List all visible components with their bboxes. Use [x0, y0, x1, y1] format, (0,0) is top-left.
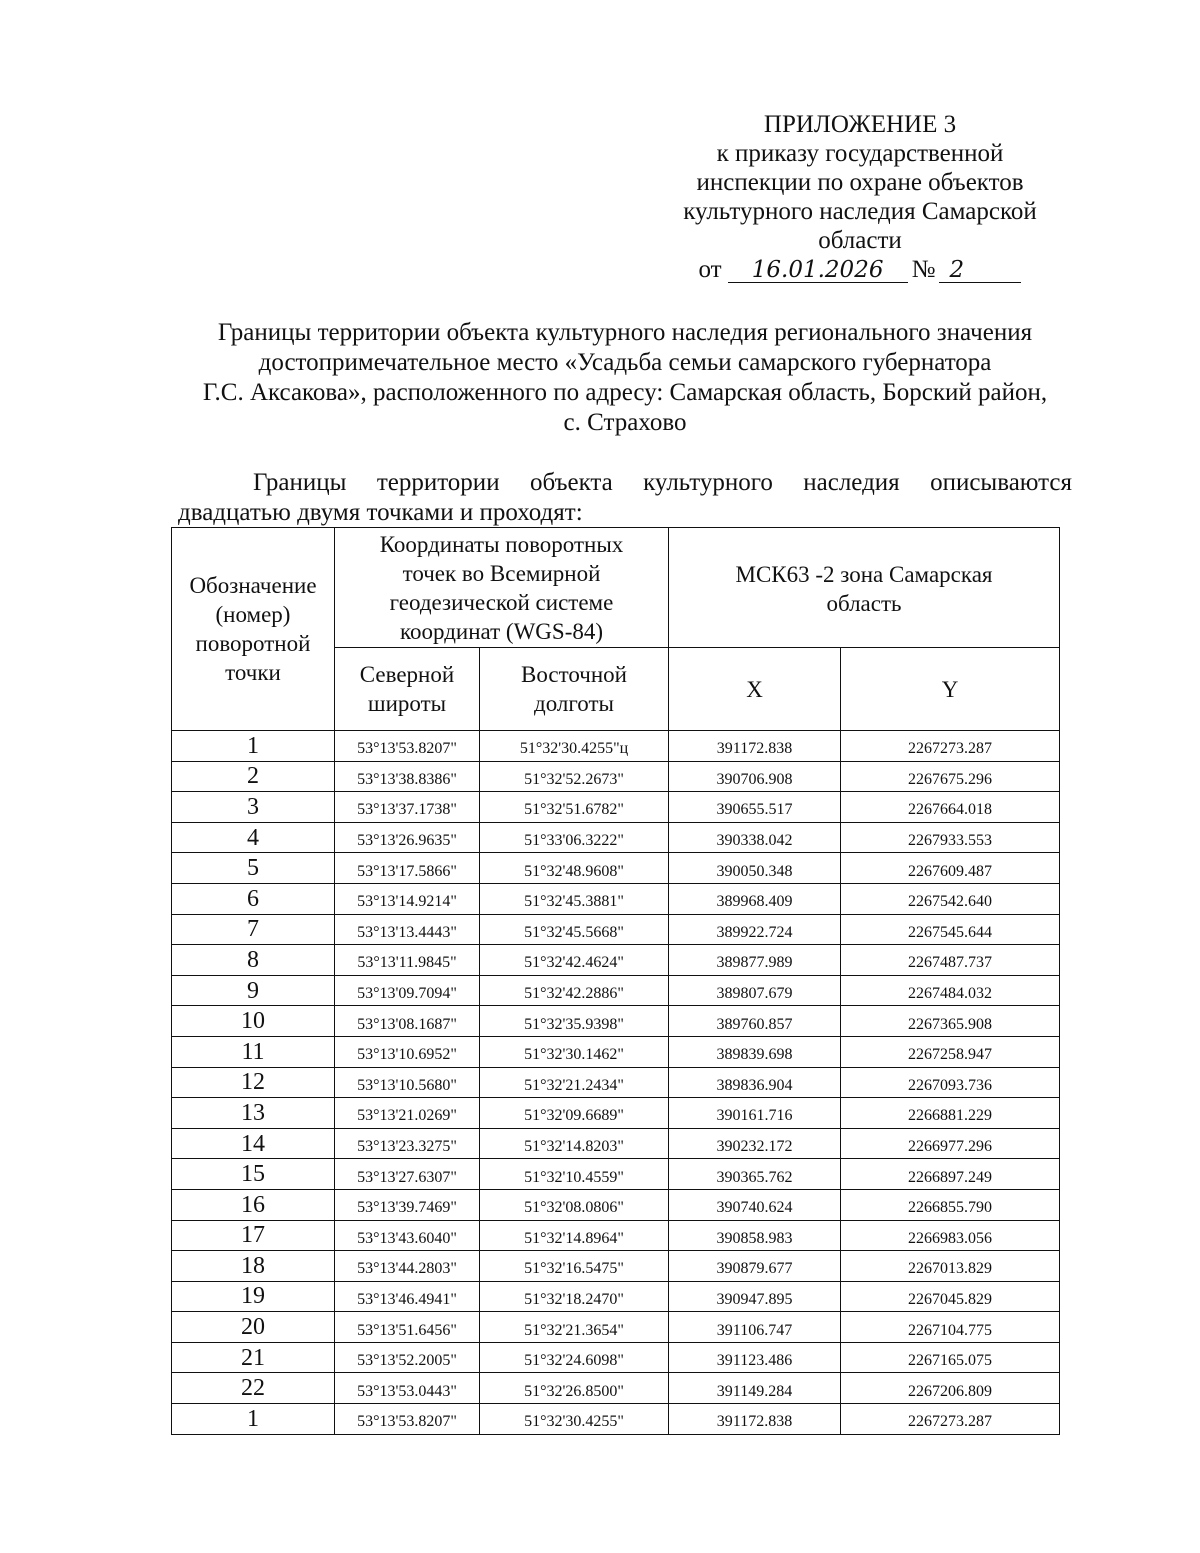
cell-north: 53°13'52.2005" — [335, 1342, 480, 1373]
annex-title: ПРИЛОЖЕНИЕ 3 — [763, 111, 957, 138]
cell-point: 13 — [172, 1098, 335, 1129]
header-point: Обозначение (номер) поворотной точки — [172, 528, 335, 731]
cell-north: 53°13'10.6952" — [335, 1036, 480, 1067]
title-line: Границы территории объекта культурного наследия регионального значения — [217, 319, 1033, 346]
date-number-line — [640, 255, 1080, 284]
intro-word: наследия — [803, 469, 900, 496]
cell-north: 53°13'26.9635" — [335, 822, 480, 853]
cell-y: 2266855.790 — [841, 1189, 1060, 1220]
table-row — [172, 1067, 1060, 1098]
cell-point: 2 — [172, 761, 335, 792]
cell-east: 51°32'18.2470" — [480, 1281, 669, 1312]
cell-north: 53°13'11.9845" — [335, 945, 480, 976]
cell-point: 3 — [172, 792, 335, 823]
intro-paragraph — [178, 468, 1072, 528]
cell-point: 10 — [172, 1006, 335, 1037]
cell-y: 2267487.737 — [841, 945, 1060, 976]
cell-x: 389877.989 — [669, 945, 841, 976]
cell-north: 53°13'38.8386" — [335, 761, 480, 792]
title-line: с. Страхово — [563, 409, 687, 436]
cell-north: 53°13'39.7469" — [335, 1189, 480, 1220]
cell-x: 390161.716 — [669, 1098, 841, 1129]
cell-east: 51°32'45.3881" — [480, 883, 669, 914]
cell-y: 2267258.947 — [841, 1036, 1060, 1067]
table-body — [172, 731, 1060, 1435]
cell-north: 53°13'14.9214" — [335, 883, 480, 914]
cell-y: 2267365.908 — [841, 1006, 1060, 1037]
header-msk: МСК63 -2 зона Самарская область — [669, 528, 1060, 648]
cell-point: 1 — [172, 1404, 335, 1435]
intro-word: территории — [376, 469, 500, 496]
cell-x: 390655.517 — [669, 792, 841, 823]
number-sign: № — [911, 256, 936, 283]
cell-east: 51°32'26.8500" — [480, 1373, 669, 1404]
table-row — [172, 1159, 1060, 1190]
header-east: Восточной долготы — [480, 648, 669, 731]
cell-north: 53°13'53.8207" — [335, 1404, 480, 1435]
cell-east: 51°32'45.5668" — [480, 914, 669, 945]
cell-x: 389839.698 — [669, 1036, 841, 1067]
title-line: Г.С. Аксакова», расположенного по адресу: Самарская область, Борский район, — [202, 379, 1048, 406]
cell-east: 51°32'08.0806" — [480, 1189, 669, 1220]
table-row — [172, 1220, 1060, 1251]
cell-x: 389922.724 — [669, 914, 841, 945]
cell-east: 51°32'21.3654" — [480, 1312, 669, 1343]
cell-y: 2266983.056 — [841, 1220, 1060, 1251]
table-row — [172, 914, 1060, 945]
cell-y: 2267013.829 — [841, 1251, 1060, 1282]
cell-y: 2266977.296 — [841, 1128, 1060, 1159]
cell-x: 390050.348 — [669, 853, 841, 884]
cell-north: 53°13'27.6307" — [335, 1159, 480, 1190]
table-row — [172, 1036, 1060, 1067]
cell-x: 391172.838 — [669, 731, 841, 762]
cell-point: 8 — [172, 945, 335, 976]
table-row — [172, 1281, 1060, 1312]
table-row — [172, 731, 1060, 762]
cell-y: 2267165.075 — [841, 1342, 1060, 1373]
cell-point: 19 — [172, 1281, 335, 1312]
cell-north: 53°13'53.8207" — [335, 731, 480, 762]
cell-point: 16 — [172, 1189, 335, 1220]
cell-x: 391172.838 — [669, 1404, 841, 1435]
cell-point: 4 — [172, 822, 335, 853]
cell-x: 389807.679 — [669, 975, 841, 1006]
cell-x: 390232.172 — [669, 1128, 841, 1159]
cell-x: 391106.747 — [669, 1312, 841, 1343]
header-wgs: Координаты поворотных точек во Всемирной геодезической системе координат (WGS-84) — [335, 528, 669, 648]
cell-point: 6 — [172, 883, 335, 914]
header-x: X — [669, 648, 841, 731]
cell-point: 21 — [172, 1342, 335, 1373]
table-row — [172, 1251, 1060, 1282]
cell-east: 51°32'42.2886" — [480, 975, 669, 1006]
table-row — [172, 792, 1060, 823]
date-prefix: от — [698, 256, 722, 283]
cell-point: 22 — [172, 1373, 335, 1404]
cell-point: 17 — [172, 1220, 335, 1251]
title-line: достопримечательное место «Усадьба семьи самарского губернатора — [258, 349, 992, 376]
intro-word: объекта — [529, 469, 613, 496]
cell-north: 53°13'37.1738" — [335, 792, 480, 823]
table-row — [172, 1404, 1060, 1435]
annex-line: культурного наследия Самарской — [683, 198, 1037, 225]
cell-y: 2267609.487 — [841, 853, 1060, 884]
cell-y: 2267542.640 — [841, 883, 1060, 914]
cell-east: 51°32'30.1462" — [480, 1036, 669, 1067]
cell-x: 390879.677 — [669, 1251, 841, 1282]
cell-north: 53°13'08.1687" — [335, 1006, 480, 1037]
cell-north: 53°13'43.6040" — [335, 1220, 480, 1251]
cell-east: 51°33'06.3222" — [480, 822, 669, 853]
cell-x: 390858.983 — [669, 1220, 841, 1251]
table-row — [172, 761, 1060, 792]
cell-x: 390706.908 — [669, 761, 841, 792]
header-y: Y — [841, 648, 1060, 731]
cell-y: 2267675.296 — [841, 761, 1060, 792]
handwritten-number: 2 — [939, 258, 1021, 283]
cell-north: 53°13'46.4941" — [335, 1281, 480, 1312]
table-row — [172, 1128, 1060, 1159]
cell-point: 9 — [172, 975, 335, 1006]
annex-line: инспекции по охране объектов — [696, 169, 1024, 196]
header-north: Северной широты — [335, 648, 480, 731]
cell-y: 2267093.736 — [841, 1067, 1060, 1098]
annex-line: области — [818, 227, 902, 254]
cell-x: 389836.904 — [669, 1067, 841, 1098]
cell-y: 2267545.644 — [841, 914, 1060, 945]
cell-y: 2266897.249 — [841, 1159, 1060, 1190]
cell-y: 2267104.775 — [841, 1312, 1060, 1343]
intro-word: культурного — [643, 469, 773, 496]
table-row — [172, 975, 1060, 1006]
cell-point: 7 — [172, 914, 335, 945]
cell-north: 53°13'09.7094" — [335, 975, 480, 1006]
cell-east: 51°32'21.2434" — [480, 1067, 669, 1098]
cell-point: 20 — [172, 1312, 335, 1343]
cell-x: 389968.409 — [669, 883, 841, 914]
cell-east: 51°32'14.8964" — [480, 1220, 669, 1251]
intro-word: описываются — [930, 469, 1072, 496]
cell-north: 53°13'21.0269" — [335, 1098, 480, 1129]
cell-east: 51°32'16.5475" — [480, 1251, 669, 1282]
cell-point: 11 — [172, 1036, 335, 1067]
document-title — [150, 318, 1100, 438]
cell-x: 390338.042 — [669, 822, 841, 853]
table-row — [172, 822, 1060, 853]
cell-y: 2267273.287 — [841, 1404, 1060, 1435]
cell-north: 53°13'17.5866" — [335, 853, 480, 884]
cell-point: 15 — [172, 1159, 335, 1190]
cell-east: 51°32'09.6689" — [480, 1098, 669, 1129]
table-row — [172, 1098, 1060, 1129]
table-row — [172, 853, 1060, 884]
table-row — [172, 1312, 1060, 1343]
cell-north: 53°13'51.6456" — [335, 1312, 480, 1343]
cell-x: 391149.284 — [669, 1373, 841, 1404]
cell-point: 12 — [172, 1067, 335, 1098]
intro-line-justified — [178, 468, 1072, 498]
table-row — [172, 945, 1060, 976]
cell-east: 51°32'51.6782" — [480, 792, 669, 823]
cell-point: 18 — [172, 1251, 335, 1282]
cell-north: 53°13'23.3275" — [335, 1128, 480, 1159]
cell-east: 51°32'10.4559" — [480, 1159, 669, 1190]
cell-x: 391123.486 — [669, 1342, 841, 1373]
cell-east: 51°32'42.4624" — [480, 945, 669, 976]
cell-y: 2267045.829 — [841, 1281, 1060, 1312]
cell-x: 390740.624 — [669, 1189, 841, 1220]
table-row — [172, 1373, 1060, 1404]
intro-word: Границы — [253, 469, 347, 496]
annex-line: к приказу государственной — [716, 140, 1004, 167]
cell-y: 2267273.287 — [841, 731, 1060, 762]
cell-east: 51°32'30.4255" — [480, 1404, 669, 1435]
cell-east: 51°32'35.9398" — [480, 1006, 669, 1037]
cell-point: 5 — [172, 853, 335, 884]
cell-east: 51°32'24.6098" — [480, 1342, 669, 1373]
cell-north: 53°13'53.0443" — [335, 1373, 480, 1404]
coordinates-table — [171, 527, 1060, 1435]
cell-x: 390947.895 — [669, 1281, 841, 1312]
cell-y: 2267484.032 — [841, 975, 1060, 1006]
cell-north: 53°13'13.4443" — [335, 914, 480, 945]
table-row — [172, 1342, 1060, 1373]
cell-east: 51°32'48.9608" — [480, 853, 669, 884]
annex-header — [640, 110, 1080, 284]
cell-x: 390365.762 — [669, 1159, 841, 1190]
cell-north: 53°13'10.5680" — [335, 1067, 480, 1098]
cell-y: 2267664.018 — [841, 792, 1060, 823]
cell-east: 51°32'14.8203" — [480, 1128, 669, 1159]
table-row — [172, 883, 1060, 914]
cell-east: 51°32'52.2673" — [480, 761, 669, 792]
cell-north: 53°13'44.2803" — [335, 1251, 480, 1282]
cell-point: 1 — [172, 731, 335, 762]
cell-y: 2267206.809 — [841, 1373, 1060, 1404]
table-row — [172, 1006, 1060, 1037]
handwritten-date: 16.01.2026 — [728, 258, 908, 283]
cell-x: 389760.857 — [669, 1006, 841, 1037]
table-row — [172, 1189, 1060, 1220]
cell-y: 2267933.553 — [841, 822, 1060, 853]
cell-y: 2266881.229 — [841, 1098, 1060, 1129]
intro-line: двадцатью двумя точками и проходят: — [178, 499, 583, 526]
cell-point: 14 — [172, 1128, 335, 1159]
cell-east: 51°32'30.4255"ц — [480, 731, 669, 762]
